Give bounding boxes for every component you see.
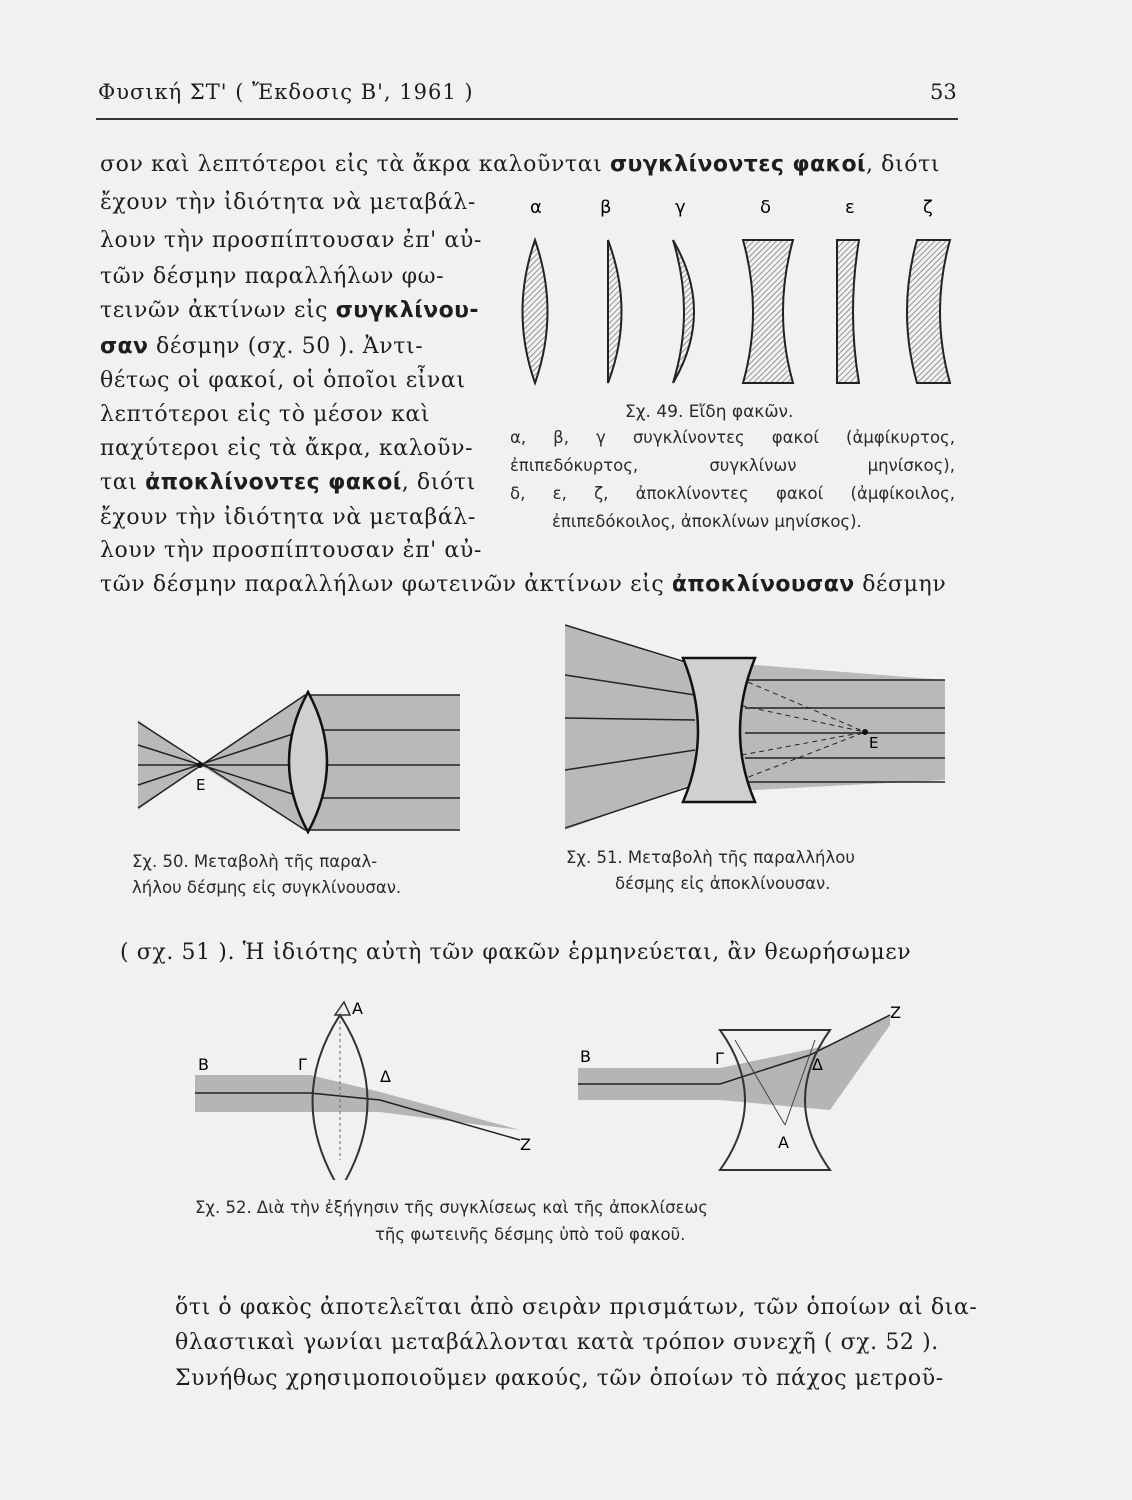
fig52-right-label-B: B xyxy=(580,1047,591,1066)
header-rule xyxy=(96,118,958,120)
running-title: Φυσική ΣΤ' ( Ἔκδοσις Β', 1961 ) xyxy=(98,80,474,104)
fig50-converging-beam xyxy=(130,690,470,840)
fig49-caption-line-4: ἐπιπεδόκοιλος, ἀποκλίνων μηνίσκος). xyxy=(552,512,862,531)
fig49-label-alpha: α xyxy=(530,197,542,218)
text-line-13: τῶν δέσμην παραλλήλων φωτεινῶν ἀκτίνων εἰς ἀποκλίνουσαν δέσμην xyxy=(100,572,947,597)
fig52-right-label-Z: Z xyxy=(890,1003,901,1022)
fig49-label-epsilon: ε xyxy=(845,197,855,218)
fig52-left-label-A: A xyxy=(352,1000,363,1018)
fig49-caption-line-2: ἐπιπεδόκυρτος, συγκλίνων μηνίσκος), xyxy=(510,456,955,475)
fig52-caption-line-1: Σχ. 52. Διὰ τὴν ἐξήγησιν τῆς συγκλίσεως καὶ τῆς ἀποκλίσεως xyxy=(195,1198,708,1217)
text-line-6: σαν δέσμην (σχ. 50 ). Ἀντι- xyxy=(100,334,424,359)
fig49-lens-types xyxy=(505,195,965,405)
lens-biconvex xyxy=(523,240,548,383)
text-line-2: ἔχουν τὴν ἰδιότητα νὰ μεταβάλ- xyxy=(100,190,476,215)
fig50-caption-line-1: Σχ. 50. Μεταβολὴ τῆς παραλ- xyxy=(132,852,378,871)
fig49-caption-title: Σχ. 49. Εἴδη φακῶν. xyxy=(625,402,794,422)
text-line-10: ται ἀποκλίνοντες φακοί, διότι xyxy=(100,470,476,495)
text-line-11: ἔχουν τὴν ἰδιότητα νὰ μεταβάλ- xyxy=(100,505,476,530)
lens-converging-meniscus xyxy=(673,240,694,383)
bold-term-diverging-lenses: ἀποκλίνοντες φακοί xyxy=(145,470,402,495)
fig51-focus-label: E xyxy=(869,734,879,752)
text-bottom-line-3: Συνήθως χρησιμοποιοῦμεν φακούς, τῶν ὁποίων τὸ πάχος μετροῦ- xyxy=(175,1366,944,1391)
text-line-9: παχύτεροι εἰς τὰ ἄκρα, καλοῦν- xyxy=(100,436,474,461)
fig51-caption-line-1: Σχ. 51. Μεταβολὴ τῆς παραλλήλου xyxy=(566,848,855,867)
text-line-5: τεινῶν ἀκτίνων εἰς συγκλίνου- xyxy=(100,298,479,323)
text-bottom-line-1: ὅτι ὁ φακὸς ἀποτελεῖται ἀπὸ σειρὰν πρισμάτων, τῶν ὁποίων αἱ δια- xyxy=(175,1295,978,1320)
fig50-focus-label: E xyxy=(196,776,206,794)
bold-term-converging-lenses: συγκλίνοντες φακοί xyxy=(609,152,866,177)
text-line-7: θέτως οἱ φακοί, οἱ ὁποῖοι εἶναι xyxy=(100,368,466,393)
fig52-left-label-B: B xyxy=(198,1055,209,1074)
lens-planoconvex xyxy=(608,240,622,383)
lens-diverging-meniscus xyxy=(907,240,950,383)
bold-term-converging: συγκλίνου- xyxy=(335,298,479,323)
fig50-caption-line-2: λήλου δέσμης εἰς συγκλίνουσαν. xyxy=(132,878,402,897)
fig49-label-gamma: γ xyxy=(675,197,686,218)
fig52-prism-explanation xyxy=(190,1000,910,1180)
fig49-caption-line-3: δ, ε, ζ, ἀποκλίνοντες φακοί (ἀμφίκοιλος, xyxy=(510,484,955,503)
fig51-caption-line-2: δέσμης εἰς ἀποκλίνουσαν. xyxy=(615,874,831,893)
text-bottom-line-2: θλαστικαὶ γωνίαι μεταβάλλονται κατὰ τρόπον συνεχῆ ( σχ. 52 ). xyxy=(175,1330,939,1355)
fig49-label-beta: β xyxy=(600,197,612,218)
fig52-caption-line-2: τῆς φωτεινῆς δέσμης ὑπὸ τοῦ φακοῦ. xyxy=(375,1225,686,1244)
fig49-label-delta: δ xyxy=(760,197,772,218)
fig49-caption-line-1: α, β, γ συγκλίνοντες φακοί (ἀμφίκυρτος, xyxy=(510,428,955,447)
lens-biconcave xyxy=(743,240,793,383)
fig52-right-label-D: Δ xyxy=(812,1055,823,1074)
text-line-12: λουν τὴν προσπίπτουσαν ἐπ' αὐ- xyxy=(100,538,482,563)
fig52-left-label-Z: Z xyxy=(520,1135,531,1154)
text-line-1: σον καὶ λεπτότεροι εἰς τὰ ἄκρα καλοῦνται συγκλίνοντες φακοί, διότι xyxy=(100,152,941,177)
fig52-left-label-D: Δ xyxy=(380,1067,391,1086)
text-line-3: λουν τὴν προσπίπτουσαν ἐπ' αὐ- xyxy=(100,228,482,253)
fig49-label-zeta: ζ xyxy=(923,197,933,218)
text-line-4: τῶν δέσμην παραλλήλων φω- xyxy=(100,264,445,289)
fig52-right-label-G: Γ xyxy=(715,1049,724,1068)
page-number: 53 xyxy=(930,80,957,104)
fig51-diverging-beam xyxy=(565,620,965,835)
text-line-8: λεπτότεροι εἰς τὸ μέσον καὶ xyxy=(100,402,431,427)
fig52-left-label-G: Γ xyxy=(298,1055,307,1074)
lens-planoconcave xyxy=(837,240,859,383)
text-mid-line: ( σχ. 51 ). Ἡ ἰδιότης αὐτὴ τῶν φακῶν ἑρμηνεύεται, ἂν θεωρήσωμεν xyxy=(120,940,912,965)
fig52-right-label-A: A xyxy=(778,1133,789,1152)
